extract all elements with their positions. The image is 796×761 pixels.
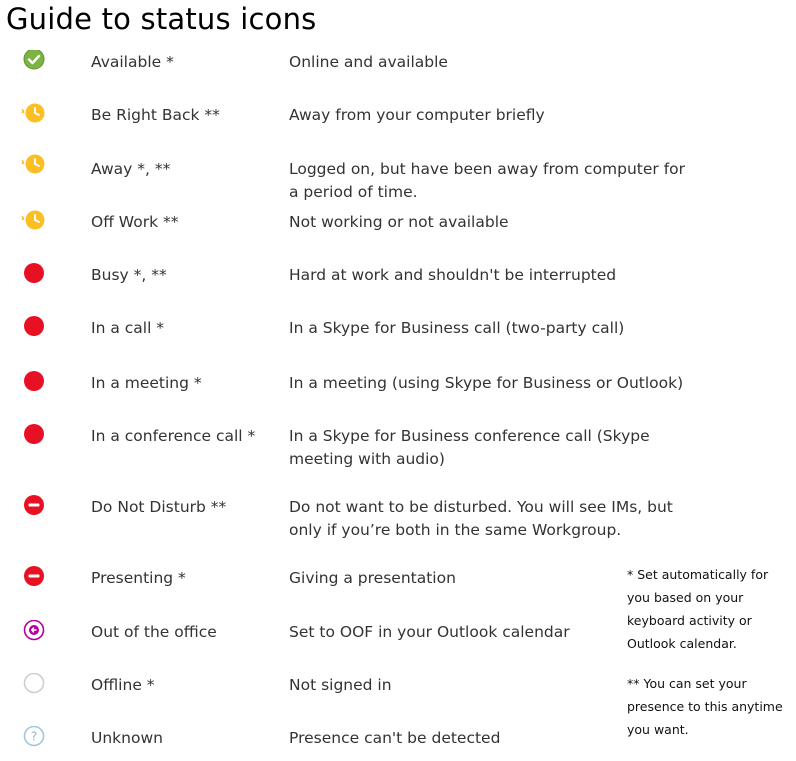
- offline-icon: [21, 673, 47, 697]
- status-label: Off Work **: [91, 213, 179, 231]
- status-label: Available *: [91, 53, 174, 71]
- status-description: Presence can't be detected: [289, 729, 501, 747]
- svg-text:?: ?: [30, 729, 38, 744]
- status-label: Do Not Disturb **: [91, 498, 227, 516]
- status-description: Logged on, but have been away from computer for a period of time.: [289, 160, 686, 201]
- page-title: Guide to status icons: [6, 2, 317, 36]
- status-description: Do not want to be disturbed. You will see IMs, but only if you’re both in the same Workgroup.: [289, 498, 673, 539]
- status-label: Away *, **: [91, 160, 171, 178]
- status-label: Be Right Back **: [91, 106, 220, 124]
- away-icon: [21, 154, 47, 178]
- status-description: Set to OOF in your Outlook calendar: [289, 623, 570, 641]
- unknown-icon: [21, 726, 47, 750]
- status-description: Giving a presentation: [289, 569, 456, 587]
- status-description: Away from your computer briefly: [289, 106, 545, 124]
- presenting-icon: [21, 566, 47, 590]
- status-description: In a meeting (using Skype for Business or Outlook): [289, 374, 684, 392]
- in-a-meeting-icon: [21, 371, 47, 395]
- note-manual: ** You can set your presence to this anytime you want.: [627, 676, 783, 737]
- status-label: Busy *, **: [91, 266, 167, 284]
- status-description: Online and available: [289, 53, 448, 71]
- status-label: Out of the office: [91, 623, 217, 641]
- available-icon: [21, 50, 47, 74]
- status-label: In a conference call *: [91, 427, 256, 445]
- be-right-back-icon: [21, 103, 47, 127]
- status-description: In a Skype for Business call (two-party call): [289, 319, 625, 337]
- status-description: Not signed in: [289, 676, 392, 694]
- out-of-office-icon: [21, 620, 47, 644]
- status-label: In a call *: [91, 319, 165, 337]
- do-not-disturb-icon: [21, 495, 47, 519]
- status-label: Unknown: [91, 729, 163, 747]
- in-a-call-icon: [21, 316, 47, 340]
- status-label: Offline *: [91, 676, 155, 694]
- busy-icon: [21, 263, 47, 287]
- status-description: Not working or not available: [289, 213, 509, 231]
- status-label: Presenting *: [91, 569, 186, 587]
- status-description: In a Skype for Business conference call (Skype meeting with audio): [289, 427, 650, 468]
- status-description: Hard at work and shouldn't be interrupted: [289, 266, 617, 284]
- off-work-icon: [21, 210, 47, 234]
- note-automatic: * Set automatically for you based on your keyboard activity or Outlook calendar.: [627, 567, 769, 651]
- status-label: In a meeting *: [91, 374, 202, 392]
- in-a-conference-call-icon: [21, 424, 47, 448]
